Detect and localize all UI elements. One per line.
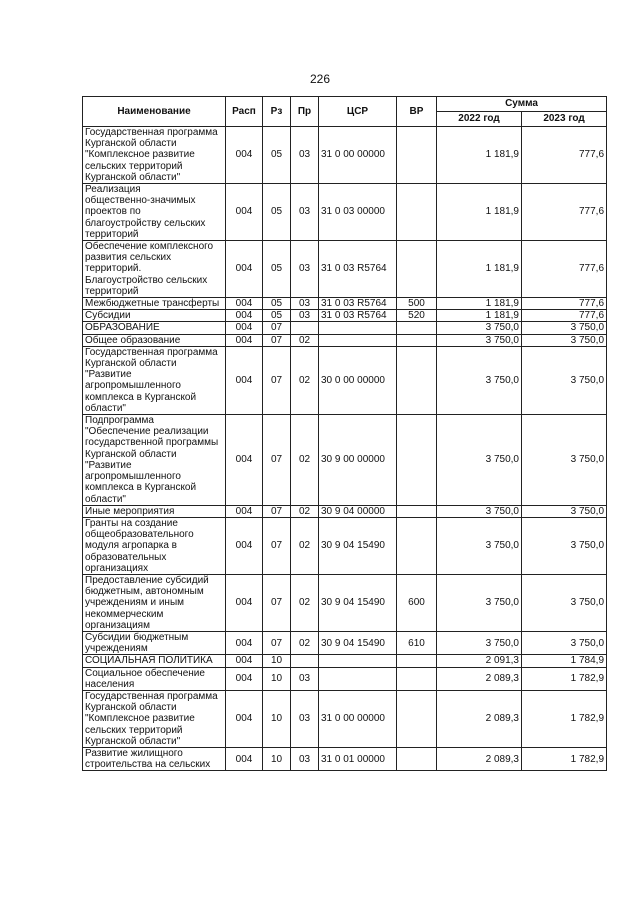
cell-vr — [397, 747, 437, 770]
col-header-rz: Рз — [263, 97, 291, 127]
cell-name: Общее образование — [83, 334, 226, 346]
cell-pr: 03 — [291, 127, 319, 184]
cell-y2022: 1 181,9 — [437, 127, 522, 184]
cell-y2022: 3 750,0 — [437, 346, 522, 414]
cell-rasp: 004 — [226, 747, 263, 770]
cell-y2023: 3 750,0 — [522, 517, 607, 574]
table-row — [83, 346, 607, 414]
cell-pr: 02 — [291, 415, 319, 506]
cell-y2023: 3 750,0 — [522, 334, 607, 346]
cell-y2023: 1 782,9 — [522, 690, 607, 747]
cell-rz: 07 — [263, 415, 291, 506]
cell-rasp: 004 — [226, 655, 263, 667]
cell-vr — [397, 690, 437, 747]
cell-pr: 02 — [291, 517, 319, 574]
cell-csr: 31 0 03 R5764 — [319, 298, 397, 310]
cell-pr: 03 — [291, 690, 319, 747]
table-row — [83, 667, 607, 690]
cell-y2022: 1 181,9 — [437, 298, 522, 310]
cell-vr — [397, 505, 437, 517]
cell-rasp: 004 — [226, 334, 263, 346]
cell-pr — [291, 322, 319, 334]
cell-pr: 02 — [291, 346, 319, 414]
cell-y2022: 2 091,3 — [437, 655, 522, 667]
cell-csr: 31 0 03 R5764 — [319, 310, 397, 322]
table-row — [83, 184, 607, 241]
cell-y2023: 1 782,9 — [522, 667, 607, 690]
cell-y2022: 3 750,0 — [437, 415, 522, 506]
cell-vr — [397, 667, 437, 690]
cell-y2022: 2 089,3 — [437, 690, 522, 747]
cell-y2022: 3 750,0 — [437, 631, 522, 654]
cell-rz: 05 — [263, 298, 291, 310]
cell-csr: 30 9 04 00000 — [319, 505, 397, 517]
cell-name: Субсидии бюджетным учреждениям — [83, 631, 226, 654]
table-row — [83, 505, 607, 517]
header-row — [83, 97, 607, 112]
cell-y2023: 777,6 — [522, 184, 607, 241]
cell-y2023: 3 750,0 — [522, 505, 607, 517]
cell-rasp: 004 — [226, 631, 263, 654]
cell-csr — [319, 322, 397, 334]
cell-y2022: 1 181,9 — [437, 310, 522, 322]
table-row — [83, 298, 607, 310]
cell-vr: 520 — [397, 310, 437, 322]
cell-y2023: 3 750,0 — [522, 346, 607, 414]
cell-vr — [397, 184, 437, 241]
table-row — [83, 655, 607, 667]
cell-vr: 600 — [397, 574, 437, 631]
cell-name: Подпрограмма "Обеспечение реализации государственной программы Курганской области "Развитие агропромышленного комплекса в Курганской области" — [83, 415, 226, 506]
cell-rz: 07 — [263, 322, 291, 334]
cell-name: Гранты на создание общеобразовательного модуля агропарка в образовательных организациях — [83, 517, 226, 574]
cell-csr: 31 0 03 00000 — [319, 184, 397, 241]
cell-pr: 03 — [291, 667, 319, 690]
cell-rz: 07 — [263, 505, 291, 517]
cell-rasp: 004 — [226, 415, 263, 506]
cell-csr: 30 9 04 15490 — [319, 574, 397, 631]
cell-vr — [397, 241, 437, 298]
cell-rz: 07 — [263, 346, 291, 414]
cell-rz: 10 — [263, 690, 291, 747]
table-row — [83, 241, 607, 298]
cell-y2023: 3 750,0 — [522, 322, 607, 334]
cell-vr — [397, 334, 437, 346]
cell-y2023: 3 750,0 — [522, 631, 607, 654]
cell-rz: 07 — [263, 631, 291, 654]
cell-y2022: 3 750,0 — [437, 517, 522, 574]
cell-pr: 02 — [291, 631, 319, 654]
table-row — [83, 631, 607, 654]
cell-vr — [397, 322, 437, 334]
cell-rasp: 004 — [226, 574, 263, 631]
cell-y2023: 777,6 — [522, 241, 607, 298]
cell-pr: 02 — [291, 574, 319, 631]
cell-rasp: 004 — [226, 241, 263, 298]
cell-csr: 31 0 03 R5764 — [319, 241, 397, 298]
cell-y2022: 1 181,9 — [437, 241, 522, 298]
cell-pr: 02 — [291, 505, 319, 517]
cell-rz: 10 — [263, 667, 291, 690]
cell-pr: 03 — [291, 298, 319, 310]
cell-csr: 31 0 00 00000 — [319, 690, 397, 747]
cell-pr — [291, 655, 319, 667]
cell-name: Государственная программа Курганской области "Развитие агропромышленного комплекса в Курганской области" — [83, 346, 226, 414]
cell-y2023: 1 784,9 — [522, 655, 607, 667]
cell-pr: 02 — [291, 334, 319, 346]
cell-csr: 31 0 00 00000 — [319, 127, 397, 184]
col-header-2023: 2023 год — [522, 112, 607, 127]
cell-name: Государственная программа Курганской области "Комплексное развитие сельских территорий Курганской области" — [83, 127, 226, 184]
col-header-2022: 2022 год — [437, 112, 522, 127]
cell-name: Реализация общественно-значимых проектов по благоустройству сельских территорий — [83, 184, 226, 241]
cell-rasp: 004 — [226, 322, 263, 334]
col-header-rasp: Расп — [226, 97, 263, 127]
cell-vr — [397, 346, 437, 414]
cell-csr: 30 9 04 15490 — [319, 517, 397, 574]
cell-rasp: 004 — [226, 517, 263, 574]
cell-vr — [397, 517, 437, 574]
cell-rz: 07 — [263, 574, 291, 631]
col-header-vr: ВР — [397, 97, 437, 127]
cell-csr: 31 0 01 00000 — [319, 747, 397, 770]
cell-name: Межбюджетные трансферты — [83, 298, 226, 310]
cell-name: СОЦИАЛЬНАЯ ПОЛИТИКА — [83, 655, 226, 667]
cell-y2022: 3 750,0 — [437, 322, 522, 334]
cell-rasp: 004 — [226, 298, 263, 310]
cell-rz: 05 — [263, 184, 291, 241]
cell-vr — [397, 415, 437, 506]
cell-y2022: 3 750,0 — [437, 574, 522, 631]
cell-name: Субсидии — [83, 310, 226, 322]
cell-name: Обеспечение комплексного развития сельских территорий. Благоустройство сельских территорий — [83, 241, 226, 298]
cell-pr: 03 — [291, 241, 319, 298]
cell-name: Социальное обеспечение населения — [83, 667, 226, 690]
cell-name: ОБРАЗОВАНИЕ — [83, 322, 226, 334]
cell-y2022: 3 750,0 — [437, 334, 522, 346]
cell-y2022: 2 089,3 — [437, 667, 522, 690]
cell-csr: 30 9 00 00000 — [319, 415, 397, 506]
cell-vr — [397, 655, 437, 667]
table-row — [83, 574, 607, 631]
cell-csr — [319, 667, 397, 690]
cell-rasp: 004 — [226, 127, 263, 184]
cell-y2022: 1 181,9 — [437, 184, 522, 241]
cell-y2022: 3 750,0 — [437, 505, 522, 517]
cell-y2022: 2 089,3 — [437, 747, 522, 770]
page-number: 226 — [309, 72, 331, 86]
cell-pr: 03 — [291, 747, 319, 770]
table-body — [83, 127, 607, 771]
cell-rz: 05 — [263, 310, 291, 322]
cell-rasp: 004 — [226, 667, 263, 690]
cell-rz: 05 — [263, 241, 291, 298]
cell-y2023: 3 750,0 — [522, 415, 607, 506]
col-header-csr: ЦСР — [319, 97, 397, 127]
cell-vr: 610 — [397, 631, 437, 654]
table-row — [83, 334, 607, 346]
cell-csr: 30 0 00 00000 — [319, 346, 397, 414]
table-row — [83, 322, 607, 334]
cell-y2023: 777,6 — [522, 310, 607, 322]
cell-rz: 05 — [263, 127, 291, 184]
table-row — [83, 310, 607, 322]
col-header-pr: Пр — [291, 97, 319, 127]
cell-rasp: 004 — [226, 690, 263, 747]
col-header-sum: Сумма — [437, 97, 607, 112]
cell-csr — [319, 334, 397, 346]
cell-name: Иные мероприятия — [83, 505, 226, 517]
cell-rasp: 004 — [226, 184, 263, 241]
table-row — [83, 690, 607, 747]
table-row — [83, 517, 607, 574]
cell-rz: 10 — [263, 655, 291, 667]
cell-rasp: 004 — [226, 310, 263, 322]
cell-y2023: 777,6 — [522, 127, 607, 184]
cell-name: Предоставление субсидий бюджетным, автономным учреждениям и иным некоммерческим организациям — [83, 574, 226, 631]
cell-vr: 500 — [397, 298, 437, 310]
cell-pr: 03 — [291, 184, 319, 241]
table-row — [83, 415, 607, 506]
cell-y2023: 1 782,9 — [522, 747, 607, 770]
col-header-name: Наименование — [83, 97, 226, 127]
cell-rz: 07 — [263, 334, 291, 346]
cell-csr — [319, 655, 397, 667]
table-row — [83, 127, 607, 184]
cell-vr — [397, 127, 437, 184]
cell-rz: 07 — [263, 517, 291, 574]
cell-rasp: 004 — [226, 505, 263, 517]
cell-name: Развитие жилищного строительства на сельских — [83, 747, 226, 770]
cell-y2023: 777,6 — [522, 298, 607, 310]
cell-rz: 10 — [263, 747, 291, 770]
cell-rasp: 004 — [226, 346, 263, 414]
cell-y2023: 3 750,0 — [522, 574, 607, 631]
budget-table — [82, 96, 607, 771]
cell-name: Государственная программа Курганской области "Комплексное развитие сельских территорий Курганской области" — [83, 690, 226, 747]
cell-csr: 30 9 04 15490 — [319, 631, 397, 654]
table-row — [83, 747, 607, 770]
cell-pr: 03 — [291, 310, 319, 322]
